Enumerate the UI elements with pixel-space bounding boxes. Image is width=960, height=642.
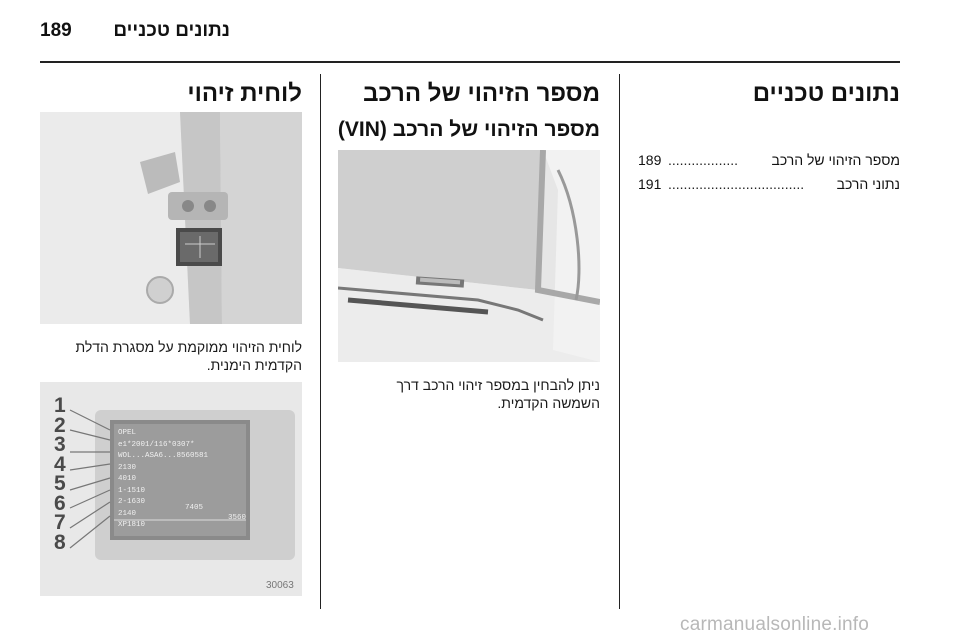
plate-line: 4010 (118, 475, 137, 483)
section-heading-id-plate: לוחית זיהוי (187, 80, 302, 107)
toc-leader-dots: ................................... (668, 176, 805, 192)
plate-line: XP1810 (118, 521, 146, 529)
caption-plate-line1: לוחית הזיהוי ממוקמת על מסגרת הדלת (75, 339, 302, 355)
door-frame-plate-photo (40, 112, 302, 324)
plate-text-block (118, 428, 208, 532)
toc-page-number: 191 (638, 176, 662, 192)
page-number: 189 (40, 20, 72, 41)
plate-line: 2-1630 (118, 498, 146, 506)
id-plate-detail-photo (40, 382, 302, 596)
toc-leader-dots: .................. (668, 152, 739, 168)
plate-callout-numbers (54, 396, 66, 552)
door-frame-illustration (40, 112, 302, 324)
plate-line: 1-1510 (118, 486, 146, 495)
plate-line: 2130 (118, 463, 137, 472)
windshield-vin-photo (338, 150, 600, 362)
plate-line: WOL...ASA6...8560581 (118, 452, 209, 460)
toc-entry[interactable] (638, 152, 900, 168)
toc-label: נתוני הרכב (836, 176, 900, 192)
section-heading-vin: מספר הזיהוי של הרכב (363, 80, 600, 107)
toc-entry[interactable] (638, 176, 900, 192)
callout-number: 1 (54, 394, 66, 417)
plate-bottom-value-2: 3560 (228, 514, 247, 522)
caption-vin-line2: השמשה הקדמית. (497, 395, 600, 411)
image-reference-number: 30063 (266, 580, 294, 591)
callout-number: 4 (54, 452, 66, 476)
plate-bottom-value-1: 7405 (185, 504, 204, 512)
subheading-vin: מספר הזיהוי של הרכב (VIN) (337, 118, 600, 141)
plate-line: OPEL (118, 429, 137, 437)
callout-number: 7 (54, 511, 66, 534)
toc-page-number: 189 (638, 152, 662, 168)
callout-number: 8 (54, 530, 66, 554)
column-divider-right (619, 74, 620, 609)
callout-number: 5 (54, 472, 66, 495)
toc-label: מספר הזיהוי של הרכב (771, 152, 900, 168)
callout-number: 6 (54, 491, 66, 515)
plate-line: 2140 (118, 509, 137, 518)
caption-vin-line1: ניתן להבחין במספר זיהוי הרכב דרך (396, 377, 600, 393)
watermark: carmanualsonline.info (680, 614, 870, 635)
caption-plate-line2: הקדמית הימנית. (206, 357, 302, 373)
plate-line: e1*2001/116*0307* (118, 440, 195, 449)
windshield-illustration (338, 150, 600, 362)
running-header-title: נתונים טכניים (113, 20, 230, 41)
callout-number: 3 (54, 433, 66, 456)
section-heading-technical-data: נתונים טכניים (752, 80, 900, 107)
column-divider-left (320, 74, 321, 609)
callout-number: 2 (54, 413, 66, 437)
header-rule (40, 61, 900, 63)
